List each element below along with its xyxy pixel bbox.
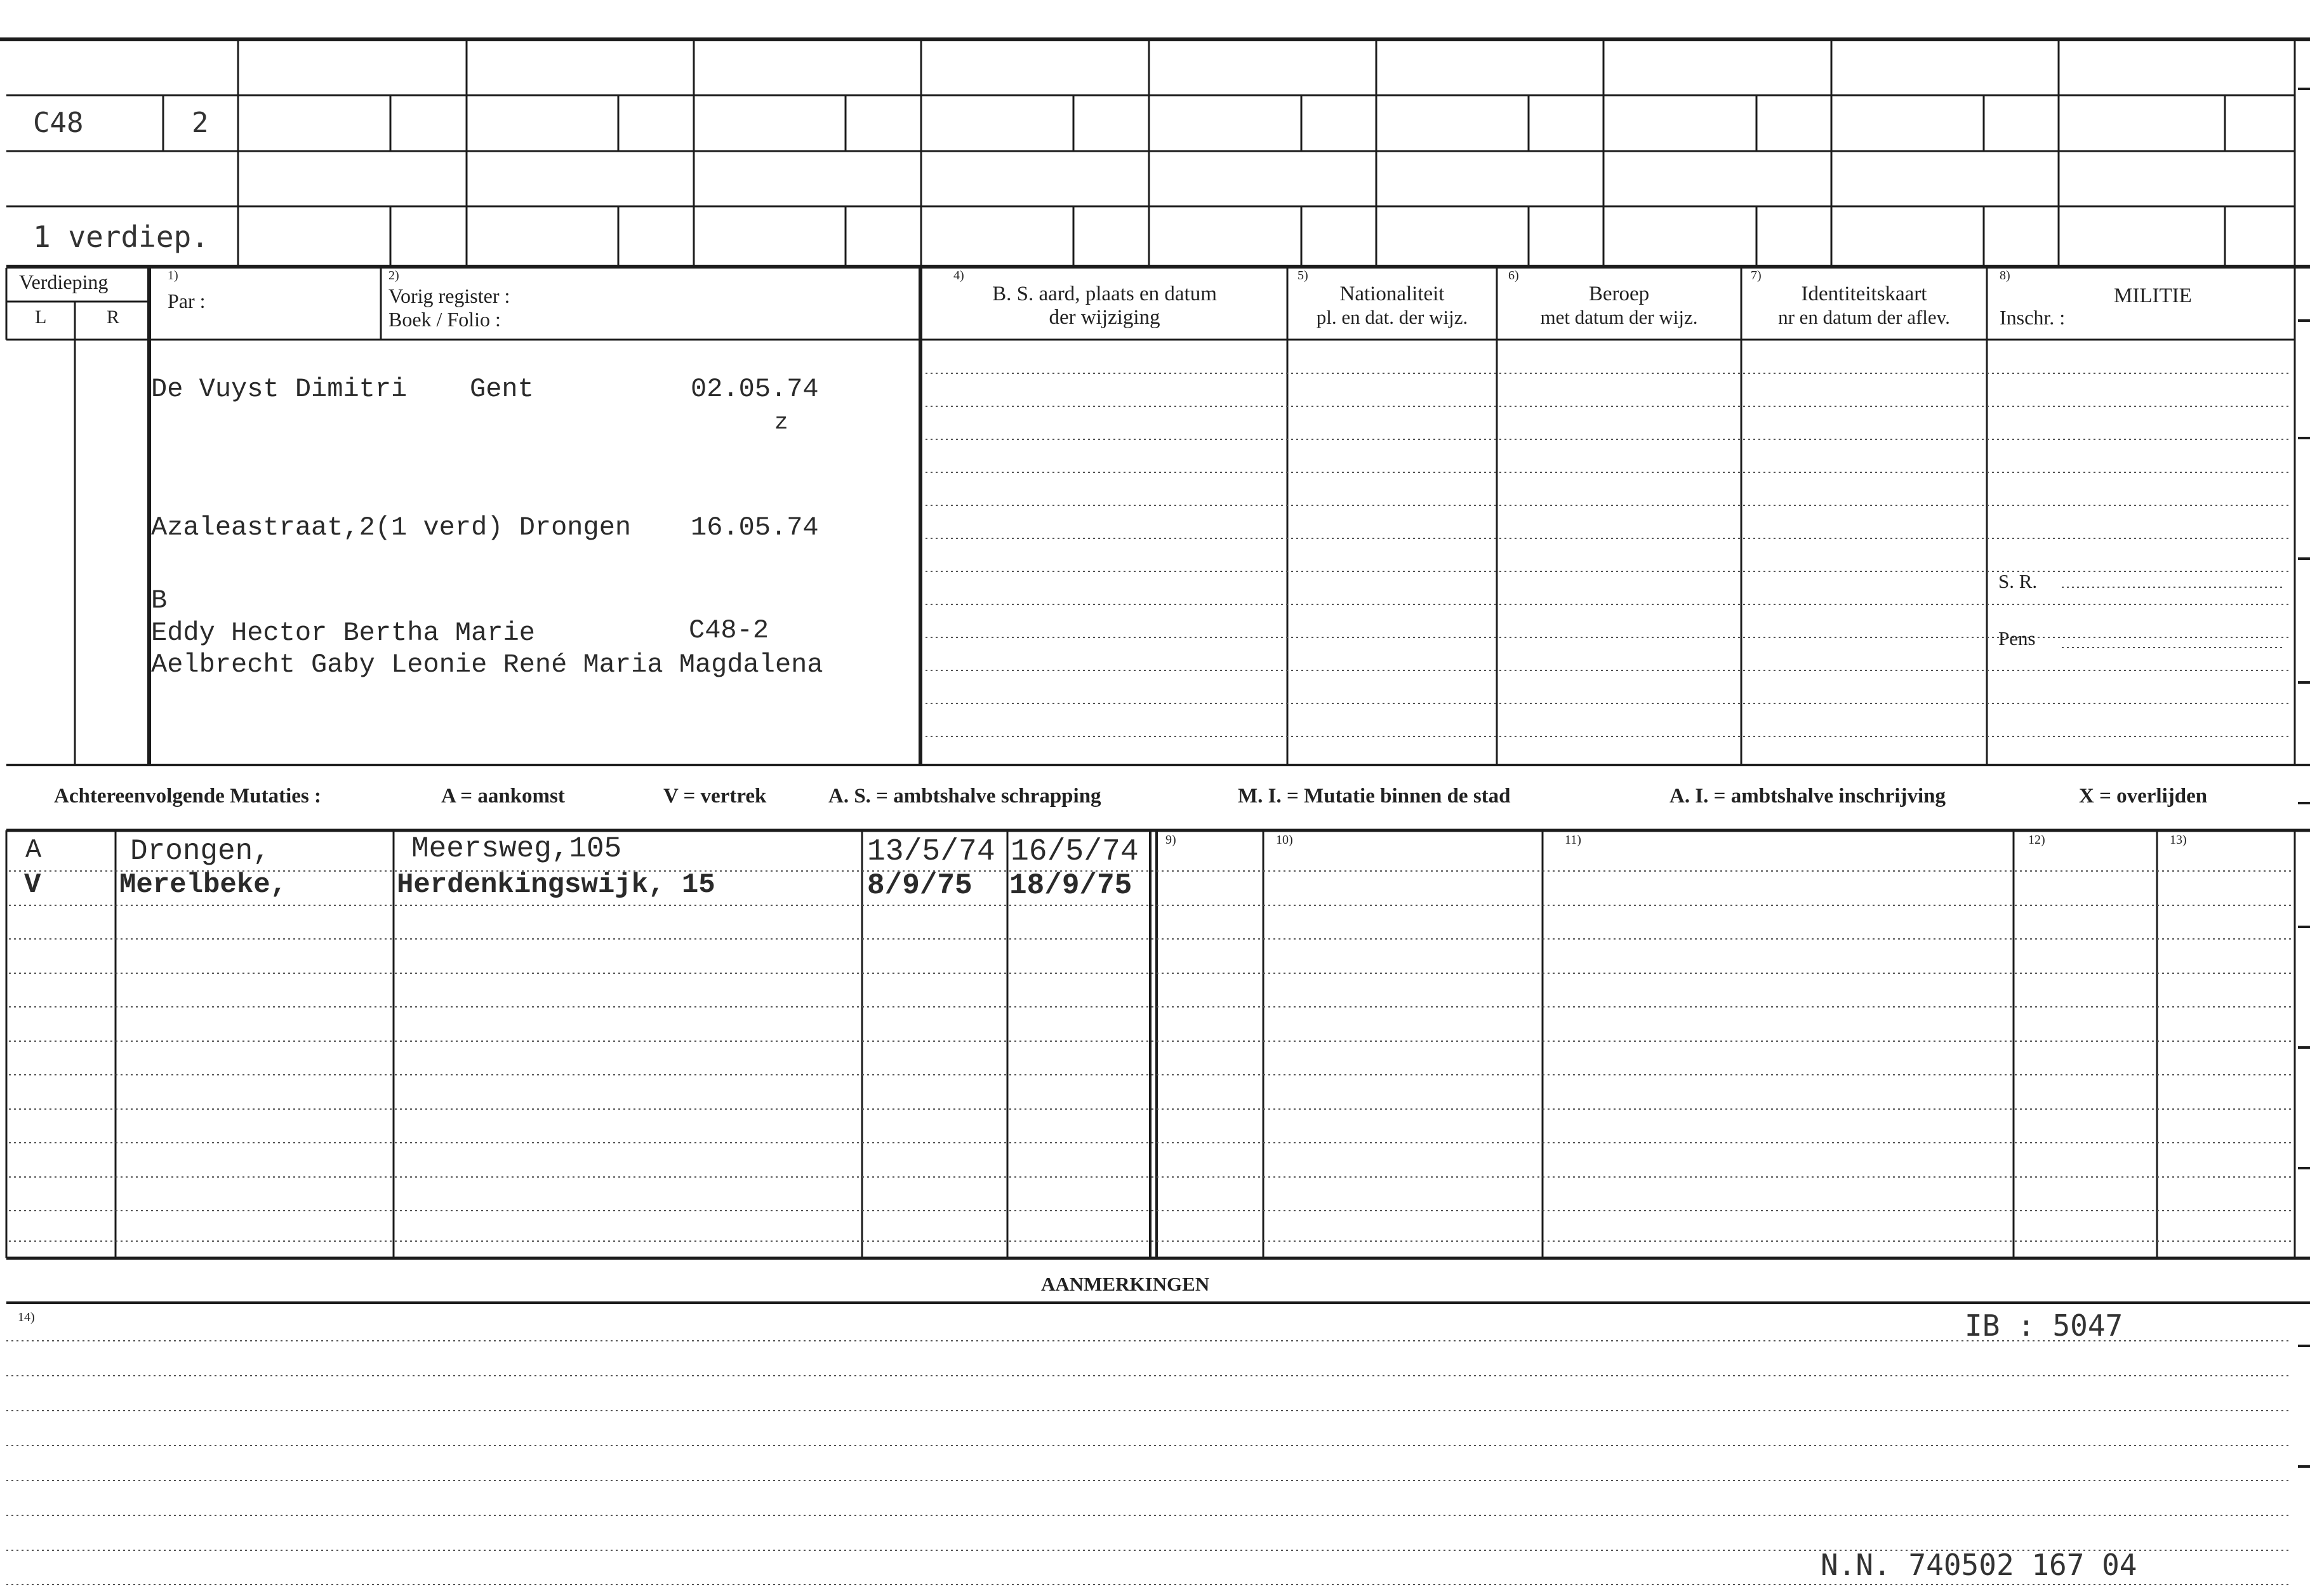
- bus-number: 2: [192, 107, 209, 139]
- mutation-street: Herdenkingswijk, 15: [397, 869, 715, 901]
- footnote-4: 4): [953, 269, 964, 283]
- mutation-date-2: 16/5/74: [1011, 835, 1139, 869]
- inschr-header: Inschr. :: [2000, 306, 2066, 329]
- identiteitskaart-header: Identiteitskaart: [1801, 283, 1927, 305]
- father-names: Eddy Hector Bertha Marie: [151, 618, 535, 648]
- mutation-place: Merelbeke,: [119, 869, 288, 901]
- right-header: R: [107, 307, 120, 328]
- card-reference: C48-2: [689, 615, 769, 646]
- vorig-register-header: Vorig register :: [388, 284, 510, 307]
- mutation-footnote-9: 9): [1165, 833, 1176, 847]
- militie-header: MILITIE: [2114, 284, 2192, 307]
- mutation-date-1: 8/9/75: [867, 869, 972, 902]
- sr-field-label: S. R.: [1998, 570, 2038, 592]
- mutation-code: A: [25, 835, 42, 865]
- legend-ambtshalve-schrapping: A. S. = ambtshalve schrapping: [828, 785, 1101, 808]
- mark-b: B: [151, 585, 168, 616]
- footnote-1: 1): [168, 269, 178, 283]
- mutation-date-1: 13/5/74: [867, 835, 995, 869]
- bs-header-line1: B. S. aard, plaats en datum: [992, 283, 1217, 305]
- par-header: Par :: [168, 289, 206, 312]
- address-date: 16.05.74: [691, 512, 819, 543]
- mutation-footnote-10: 10): [1276, 833, 1293, 847]
- mutation-code: V: [24, 869, 41, 901]
- address: Azaleastraat,2(1 verd) Drongen: [151, 512, 632, 543]
- national-number: N.N. 740502 167 04: [1821, 1548, 2137, 1582]
- mutation-street: Meersweg,105: [411, 832, 622, 865]
- mutation-footnote-13: 13): [2170, 833, 2187, 847]
- bs-header-line2: der wijziging: [1049, 306, 1160, 329]
- mutation-date-2: 18/9/75: [1009, 869, 1132, 902]
- floor-label: 1 verdiep.: [33, 220, 209, 254]
- mutation-footnote-11: 11): [1565, 833, 1581, 847]
- person-name: De Vuyst Dimitri: [151, 374, 408, 404]
- aanmerkingen-title: AANMERKINGEN: [1041, 1273, 1210, 1295]
- detail-dotted-lines: [926, 373, 2292, 736]
- birth-place: Gent: [470, 374, 534, 404]
- legend-ambtshalve-inschrijving: A. I. = ambtshalve inschrijving: [1669, 785, 1946, 808]
- birth-date: 02.05.74: [691, 374, 819, 404]
- footnote-2: 2): [388, 269, 399, 283]
- mother-names: Aelbrecht Gaby Leonie René Maria Magdalena: [151, 649, 823, 680]
- legend-mutatie-binnen-stad: M. I. = Mutatie binnen de stad: [1238, 785, 1511, 808]
- identiteitskaart-subheader: nr en datum der aflev.: [1778, 306, 1950, 328]
- nationaliteit-subheader: pl. en dat. der wijz.: [1316, 306, 1468, 328]
- legend-vertrek: V = vertrek: [663, 785, 767, 808]
- pens-field-label: Pens: [1998, 627, 2036, 649]
- legend-title: Achtereenvolgende Mutaties :: [54, 785, 321, 808]
- ib-number: IB : 5047: [1965, 1308, 2123, 1343]
- beroep-subheader: met datum der wijz.: [1540, 306, 1698, 328]
- mutation-footnote-12: 12): [2028, 833, 2045, 847]
- verdieping-header: Verdieping: [19, 270, 109, 293]
- legend-overlijden: X = overlijden: [2079, 785, 2208, 808]
- footnote-7: 7): [1751, 269, 1762, 283]
- nationaliteit-header: Nationaliteit: [1339, 283, 1445, 305]
- militie-dotted-fields: [2062, 587, 2285, 648]
- mark-z: z: [774, 409, 788, 436]
- house-number: C48: [33, 107, 84, 139]
- footnote-5: 5): [1298, 269, 1308, 283]
- footnote-6: 6): [1508, 269, 1519, 283]
- footnote-8: 8): [2000, 269, 2010, 283]
- beroep-header: Beroep: [1588, 283, 1650, 305]
- left-header: L: [35, 307, 47, 328]
- legend-aankomst: A = aankomst: [441, 785, 565, 808]
- mutation-place: Drongen,: [130, 835, 270, 868]
- boek-folio-header: Boek / Folio :: [388, 308, 501, 331]
- footnote-14: 14): [18, 1310, 35, 1324]
